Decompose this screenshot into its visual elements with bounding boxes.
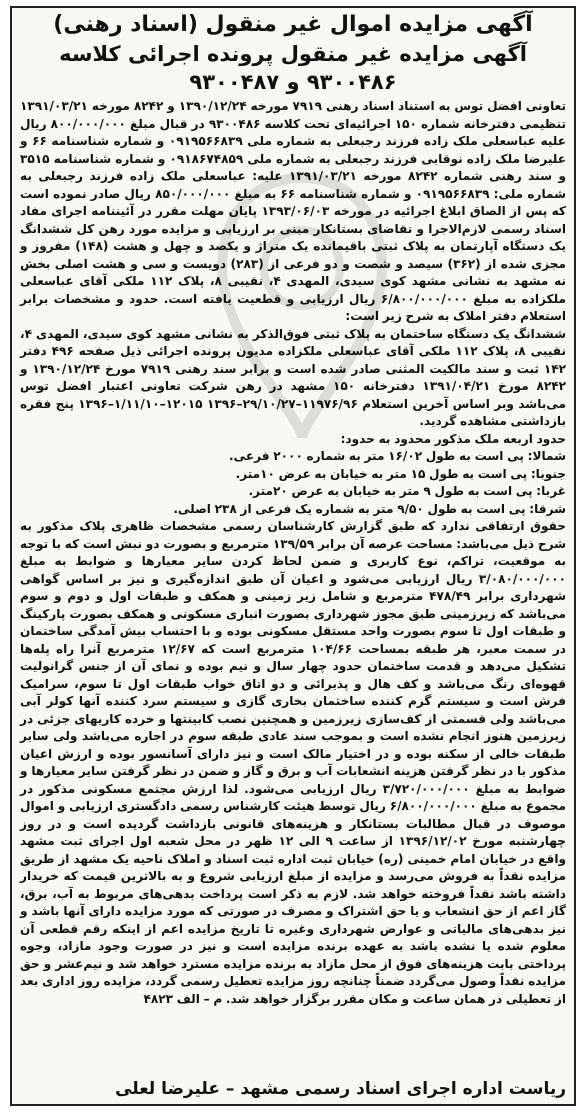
boundary-north: شمالا: پی است به طول ۱۶/۰۲ متر به شماره ۲۰۰۰ فرعی. [229, 449, 566, 463]
paragraph-property: ششدانگ یک دستگاه ساختمان به پلاک ثبتی فوق‌الذکر به نشانی مشهد کوی سیدی، المهدی ۴، نقیبی ۸، پلاک ۱۱۲ ملکی آقای عباسعلی ملکزاده مدیون پرونده اجرائی ذیل صفحه ۴۹۶ دفتر ۱۴۲ ثبت و سند مالکیت المثنی صادر شده است و برابر سند رهنی ۷۹۱۹ مورخ ۱۳۹۰/۱۲/۲۴ و ۸۲۴۲ مورخ ۱۳۹۱/۰۴/۲۱ دفترخانه ۱۵۰ مشهد در رهن شرکت تعاونی اعتبار افضل توس می‌باشد وبر اساس آخرین استعلام ۱۱۹۷۶/۹۶–۲۹/۱۰/۲۷–۱۳۹۶ ۱۲۰۱۵–۱/۱۱/۱۰–۱۳۹۶ پنج فقره بازداشتی مشاهده گردید. [20, 326, 567, 428]
auction-notice [10, 6, 576, 1106]
boundary-west: غربا: پی است به طول ۹ متر به خیابان به عرض ۲۰متر. [248, 484, 566, 498]
paragraph-details: حقوق ارتفاقی ندارد که طبق گزارش کارشناسان رسمی مشخصات ظاهری پلاک مذکور به شرح ذیل می‌باشد: مساحت عرصه آن برابر ۱۳۹/۵۹ مترمربع و بصورت دو نبش است که با توجه به موقعیت، تراکم، نوع کاربری و ضمن لحاظ کردن سایر معیارها و ضوابط به مبلغ ۳/۰۸۰/۰۰۰/۰۰۰ ریال ارزیابی می‌شود و اعیان آن طبق اندازه‌گیری و نیز بر اساس گواهی شهرداری برابر ۴۷۸/۴۹ مترمربع و شامل زیر زمینی و همکف و طبقات اول و دوم و سوم می‌باشد که زیرزمینی طبق مجوز شهرداری بصورت انباری مسکونی و همکف بصورت پارکینگ و طبقات اول تا سوم بصورت واحد مستقل مسکونی بوده و با احتساب بیش آمدگی ساختمان در سمت معبر، هر طبقه بمساحت ۱۰۴/۶۶ مترمربع است که ۱۲/۶۷ مترمربع آنرا راه پله‌ها تشکیل می‌دهد و قدمت ساختمان حدود چهار سال و نیم بوده و نمای آن از جنس گرانولیت قهوه‌ای رنگ می‌باشد و کف هال و پذیرائی و دو اتاق خواب طبقات اول تا سوم، سرامیک فرش است و سیستم گرم کننده ساختمان بخاری گازی و سیستم سرد کننده آنها کولر آبی می‌باشد ولی قسمتی از کف‌سازی زیرزمین و همچنین نصب کابینتها و خرده کاریهای جزئی در زیرزمین هنوز انجام نشده است و بموجب سند عادی طبقه سوم در اجاره می‌باشد ولی سایر طبقات خالی از سکنه بوده و در اختیار مالک است و نیز دارای آسانسور بوده و ارزش اعیان مذکور با در نظر گرفتن هزینه انشعابات آب و برق و گاز و ضمن در نظر گرفتن سایر معیارها و ضوابط به مبلغ ۳/۷۲۰/۰۰۰/۰۰۰ ریال ارزیابی می‌شود. لذا ارزش مجتمع مسکونی مذکور در مجموع به مبلغ ۶/۸۰۰/۰۰۰/۰۰۰ ریال توسط هیئت کارشناس رسمی دادگستری ارزیابی و اموال موصوف در قبال مطالبات بستانکار و هزینه‌های قانونی بازداشت گردیده است و در روز چهارشنبه مورخ ۱۳۹۶/۱۲/۰۲ از ساعت ۹ الی ۱۲ ظهر در محل شعبه اول اجرای ثبت مشهد واقع در خیابان امام خمینی (ره) خیابان ثبت اداره ثبت اسناد و املاک ناحیه یک مشهد از طریق مزایده نقداً به فروش می‌رسد و مزایده از مبلغ ارزیابی شروع و به بالاترین قیمت که خریدار داشته باشد نقداً فروخته خواهد شد. لازم به ذکر است پرداخت بدهی‌های مربوط به آب، برق، گاز اعم از حق انشعاب و یا حق اشتراک و مصرف در صورتی که مورد مزایده دارای آنها باشد و نیز بدهی‌های مالیاتی و عوارض شهرداری وغیره تا تاریخ مزایده اعم از اینکه رقم قطعی آن معلوم شده یا نشده باشد به عهده برنده مزایده است و نیز در صورت وجود مازاد، وجوه پرداختی بابت هزینه‌های فوق از محل مازاد به برنده مزایده مسترد خواهد شد و نیم‌عشر و حق مزایده نقداً وصول می‌گردد ضمناً چنانچه روز مزایده تعطیل رسمی گردد، مزایده روز اداری بعد از تعطیلی در همان ساعت و مکان مقرر برگزار خواهد شد. م – الف ۴۸۲۳ [20, 519, 566, 1006]
notice-subtitle: آگهی مزایده غیر منقول پرونده اجرائی کلاسه ۹۳۰۰۴۸۶ و ۹۳۰۰۴۸۷ [59, 42, 527, 94]
signature-line: ریاست اداره اجرای اسناد رسمی مشهد – علیرضا لعلی [115, 1079, 566, 1099]
boundaries-heading: حدود اربعه ملک مذکور محدود به حدود: [340, 431, 566, 446]
boundary-south: جنوبا: پی است به طول ۱۵ متر به خیابان به عرض ۱۰متر. [235, 466, 566, 481]
paragraph-intro: تعاونی افضل توس به استناد اسناد رهنی ۷۹۱۹ مورخه ۱۳۹۰/۱۲/۲۴ و ۸۲۴۲ مورخه ۱۳۹۱/۰۳/۲۱ تنظیمی دفترخانه شماره ۱۵۰ اجرائیه‌ای تحت کلاسه ۹۳۰۰۴۸۶ در قبال مبلغ ۸۰۰/۰۰۰/۰۰۰ ریال علیه عباسعلی ملک زاده فرزند رجبعلی به شماره ملی ۰۹۱۹۵۶۶۸۳۹ و شماره شناسنامه ۶۶ و علیرضا ملک زاده نوقابی فرزند رجبعلی به شماره ملی ۰۹۱۸۶۷۴۸۵۹ و شماره شناسنامه ۳۵۱۵ و سند رهنی شماره ۸۲۴۲ مورخه ۱۳۹۱/۰۳/۲۱ علیه: عباسعلی ملک زاده فرزند رجبعلی به شماره ملی: ۰۹۱۹۵۶۶۸۳۹ و شماره شناسنامه ۶۶ به مبلغ ۸۵۰/۰۰۰/۰۰۰ ریال صادر نموده است که پس از الصاق ابلاغ اجرائیه در مورخه ۱۳۹۳/۰۶/۰۳ پایان مهلت مقرر در آئیننامه اجرای مفاد اسناد رسمی لازم‌الاجرا و تقاضای بستانکار مبنی بر ارزیابی و مزایده مورد رهن کل ششدانگ یک دستگاه آپارتمان به پلاک ثبتی باقیمانده یک متراژ و یکصد و چهل و هشت (۱۴۸) مفروز و مجزی شده از (۳۶۲) سیصد و شصت و دو فرعی از (۲۸۳) دویست و سی و هشت اصلی بخش نه مشهد به نشانی مشهد کوی سیدی، المهدی ۴، نقیبی ۸، پلاک ۱۱۲ ملکی آقای عباسعلی ملکزاده به مبلغ ۶/۸۰۰/۰۰۰/۰۰۰ ریال ارزیابی و قطعیت یافته است. حدود و مشخصات برابر استعلام دفتر املاک به شرح زیر است: [20, 99, 567, 323]
notice-title: آگهی مزایده اموال غیر منقول (اسناد رهنی) [53, 12, 533, 37]
boundary-east: شرقا: پی است به طول ۹/۵۰ متر به شماره یک فرعی از ۲۳۸ اصلی. [173, 501, 566, 516]
notice-body [20, 98, 566, 1008]
